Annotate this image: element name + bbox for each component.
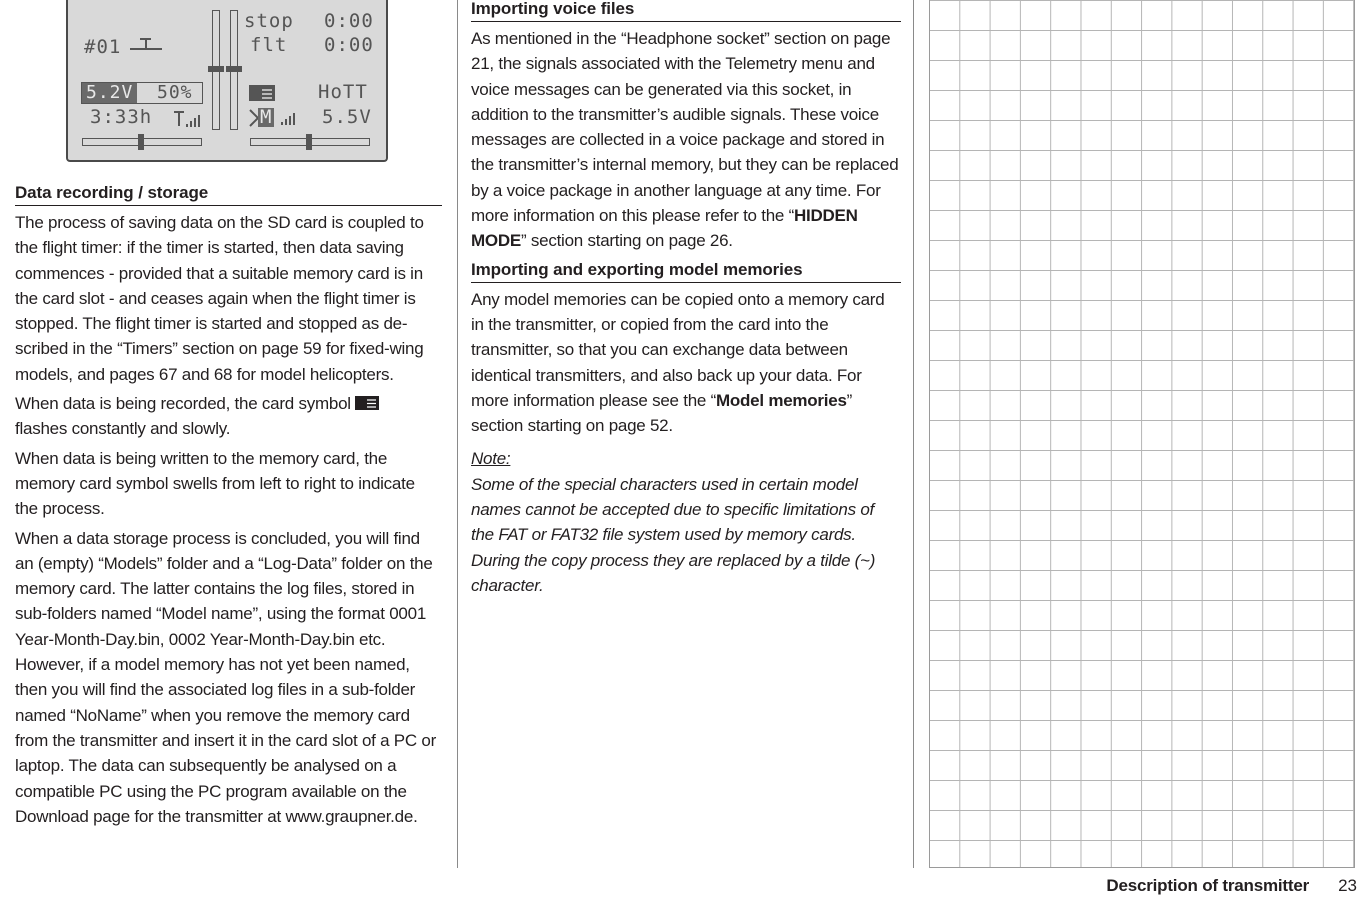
signal-strength-icon [172,110,204,128]
transmitter-display [66,0,388,162]
heading-importing-voice: Importing voice files [471,0,901,22]
display-stop-label: stop [244,10,294,32]
page-number: 23 [1338,876,1357,895]
paragraph-memory-swell: When data is being written to the memory card, the memory card symbol swells from left to right to indicate the process. [15,448,415,519]
display-stop-time: 0:00 [324,10,374,32]
heading-model-memories: Importing and exporting model memories [471,260,901,283]
display-model-number: #01 [84,36,122,58]
display-percent: 50% [157,82,193,103]
display-system: HoTT [318,81,368,103]
column-divider-right [913,0,914,868]
paragraph-card-symbol: When data is being recorded, the card symbol flashes constantly and slowly. [15,391,442,442]
paragraph-model-memories: Any model memories can be copied onto a memory card in the transmitter, or copied from the card into the transmitter, so that you can exchange data between identical transmitters, and also back up your data. For more information please see the “Model memories” section starting on page 52. [471,289,885,436]
display-m-label: M [260,106,273,128]
heading-data-recording: Data recording / storage [15,183,442,206]
sd-card-inline-icon [355,392,379,406]
paragraph-data-saving: The process of saving data on the SD card is coupled to the flight timer: if the timer is started, then data saving commences - provided that a suitable memory card is in the card slot - and ceases again when the flight timer is stopped. The flight timer is started and stopped as de-scribed in the “Timers” section on page 59 for fixed-wing models, and pages 67 and 68 for model helicopters. [15,213,424,384]
note-text: Some of the special characters used in certain model names cannot be accepted due to specific limitations of the FAT or FAT32 file system used by memory cards. During the copy process they are replaced by a tilde (~) character. [471,474,876,595]
rx-signal-icon [280,112,300,126]
display-voltage: 5.2V [82,83,137,103]
display-rx-voltage: 5.5V [322,106,372,128]
sd-card-icon [248,84,276,102]
notes-grid [929,0,1355,868]
display-flt-label: flt [250,34,288,56]
column-divider-left [457,0,458,868]
paragraph-voice-files: As mentioned in the “Headphone socket” section on page 21, the signals associated with the Telemetry menu and voice messages can be generated via this socket, in addition to the transmitter’s audible signals. These voice messages are collected in a voice package and stored in the transmitter’s internal memory, but they can be replaced by a voice package in another language at any time. For more information on this please refer to the “HIDDEN MODE” section starting on page 26. [471,29,899,251]
display-runtime: 3:33h [90,106,153,128]
note-label: Note: [471,449,511,469]
display-flt-time: 0:00 [324,34,374,56]
middle-column [471,0,901,602]
footer-section-title: Description of transmitter [1106,876,1309,895]
paragraph-storage-concluded: When a data storage process is concluded, you will find an (empty) “Models” folder and a “Log-Data” folder on the memory card. The latter contains the log files, stored in sub-folders named “Model name”, using the format 0001 Year-Month-Day.bin, 0002 Year-Month-Day.bin etc. However, if a model memory has not yet been named, then you will find the associated log files in a sub-folder named “NoName” when you remove the memory card from the transmitter and insert it in the card slot of a PC or laptop. The data can subsequently be analysed on a compatible PC using the PC program available on the Download page for the transmitter at www.graupner.de. [15,528,437,826]
left-column [15,183,442,833]
